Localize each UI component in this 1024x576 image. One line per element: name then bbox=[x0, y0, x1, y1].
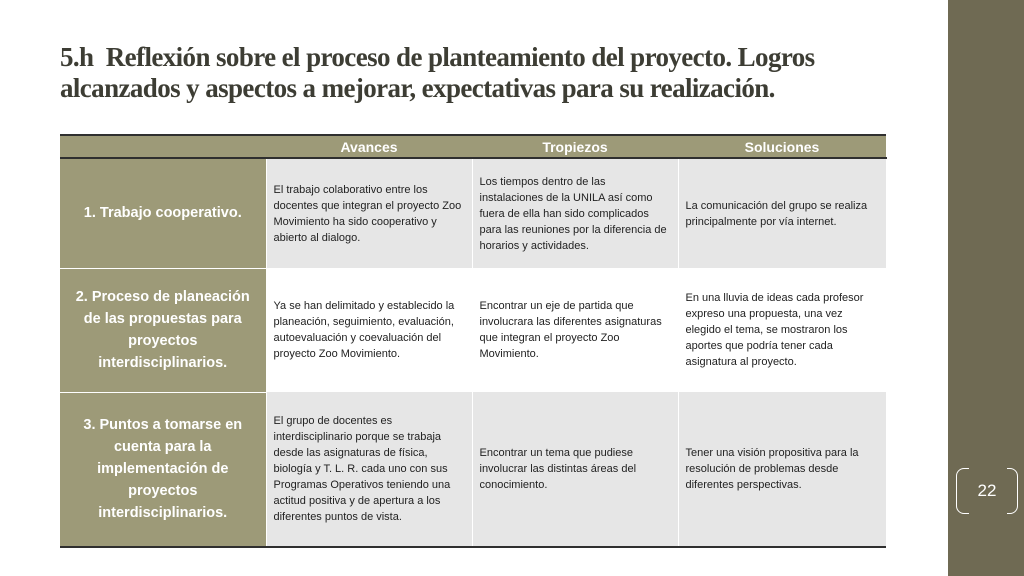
reflection-table-container bbox=[60, 134, 886, 548]
cell-soluciones: En una lluvia de ideas cada profesor expreso una propuesta, una vez elegido el tema, se mostraron los aportes que podría tener cada asignatura al proyecto. bbox=[678, 268, 886, 392]
header-soluciones: Soluciones bbox=[678, 136, 886, 158]
cell-tropiezos: Los tiempos dentro de las instalaciones de la UNILA así como fuera de ella han sido complicados para las reuniones por la diferencia de horarios y actividades. bbox=[472, 158, 678, 268]
row-label: 1. Trabajo cooperativo. bbox=[60, 158, 266, 268]
table-row bbox=[60, 158, 886, 268]
cell-soluciones: La comunicación del grupo se realiza principalmente por vía internet. bbox=[678, 158, 886, 268]
slide-title bbox=[60, 42, 920, 104]
table-row bbox=[60, 392, 886, 546]
row-label: 2. Proceso de planeación de las propuestas para proyectos interdisciplinarios. bbox=[60, 268, 266, 392]
table-header-row bbox=[60, 136, 886, 158]
cell-avances: Ya se han delimitado y establecido la planeación, seguimiento, evaluación, autoevaluación y coevaluación del proyecto Zoo Movimiento. bbox=[266, 268, 472, 392]
cell-tropiezos: Encontrar un eje de partida que involucrara las diferentes asignaturas que integran el proyecto Zoo Movimiento. bbox=[472, 268, 678, 392]
title-text: Reflexión sobre el proceso de planteamiento del proyecto. Logros alcanzados y aspectos a mejorar, expectativas para su realización. bbox=[60, 42, 815, 103]
header-tropiezos: Tropiezos bbox=[472, 136, 678, 158]
cell-avances: El trabajo colaborativo entre los docentes que integran el proyecto Zoo Movimiento ha sido cooperativo y abierto al dialogo. bbox=[266, 158, 472, 268]
header-empty bbox=[60, 136, 266, 158]
cell-avances: El grupo de docentes es interdisciplinario porque se trabaja desde las asignaturas de física, biología y T. L. R. cada uno con sus Programas Operativos teniendo una actitud positiva y de apertura a los diferentes puntos de vista. bbox=[266, 392, 472, 546]
table-row bbox=[60, 268, 886, 392]
row-label: 3. Puntos a tomarse en cuenta para la implementación de proyectos interdisciplinarios. bbox=[60, 392, 266, 546]
page-number-frame bbox=[956, 468, 1018, 514]
reflection-table bbox=[60, 136, 887, 546]
page-number: 22 bbox=[977, 481, 997, 500]
cell-tropiezos: Encontrar un tema que pudiese involucrar las distintas áreas del conocimiento. bbox=[472, 392, 678, 546]
title-number: 5.h bbox=[60, 42, 94, 72]
cell-soluciones: Tener una visión propositiva para la resolución de problemas desde diferentes perspectivas. bbox=[678, 392, 886, 546]
header-avances: Avances bbox=[266, 136, 472, 158]
